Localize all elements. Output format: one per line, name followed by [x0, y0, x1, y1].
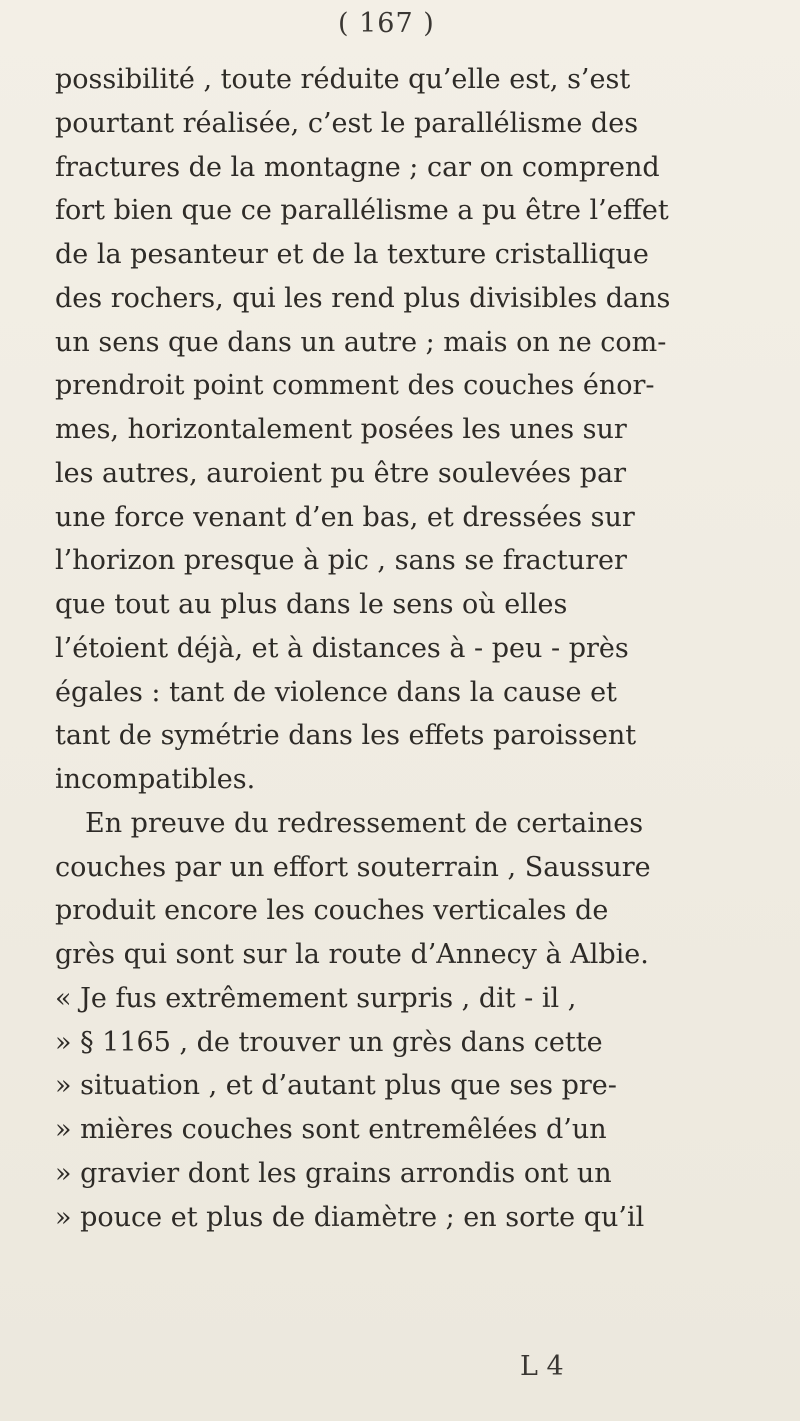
text-line: incompatibles. [55, 764, 256, 795]
text-line: couches par un effort souterrain , Saussure [55, 851, 651, 883]
text-line: mes, horizontalement posées les unes sur [55, 414, 627, 445]
text-line: de la pesanteur et de la texture cristallique [55, 239, 649, 270]
text-line: un sens que dans un autre ; mais on ne com- [55, 326, 667, 358]
body-text [55, 58, 785, 1239]
quote-line: » gravier dont les grains arrondis ont un [55, 1157, 612, 1189]
text-line: fort bien que ce parallélisme a pu être l’effet [55, 195, 669, 227]
quote-line: » situation , et d’autant plus que ses pre- [55, 1070, 617, 1102]
text-line: produit encore les couches verticales de [55, 895, 609, 927]
text-line: grès qui sont sur la route d’Annecy à Albie. [55, 939, 649, 970]
text-line: des rochers, qui les rend plus divisibles dans [55, 282, 671, 314]
text-line: tant de symétrie dans les effets paroissent [55, 720, 637, 752]
text-line: fractures de la montagne ; car on comprend [55, 151, 660, 183]
quote-line: « Je fus extrêmement surpris , dit - il , [55, 982, 577, 1014]
text-line: prendroit point comment des couches énor- [55, 370, 655, 402]
signature-mark: L 4 [520, 1351, 564, 1382]
text-line: pourtant réalisée, c’est le parallélisme des [55, 107, 639, 139]
text-line: une force venant d’en bas, et dressées sur [55, 501, 635, 533]
text-line: égales : tant de violence dans la cause et [55, 676, 617, 708]
text-line: que tout au plus dans le sens où elles [55, 589, 568, 620]
text-line: possibilité , toute réduite qu’elle est, s’est [55, 64, 631, 95]
quote-line: » § 1165 , de trouver un grès dans cette [55, 1026, 603, 1058]
text-line: les autres, auroient pu être soulevées par [55, 457, 626, 489]
page-number: ( 167 ) [338, 8, 435, 39]
quote-line: » mières couches sont entremêlées d’un [55, 1114, 607, 1145]
text-line: l’étoient déjà, et à distances à - peu - près [55, 632, 629, 664]
paragraph-start-line: En preuve du redressement de certaines [85, 807, 644, 839]
quote-line: » pouce et plus de diamètre ; en sorte qu’il [55, 1201, 645, 1233]
text-line: l’horizon presque à pic , sans se fracturer [55, 545, 627, 577]
